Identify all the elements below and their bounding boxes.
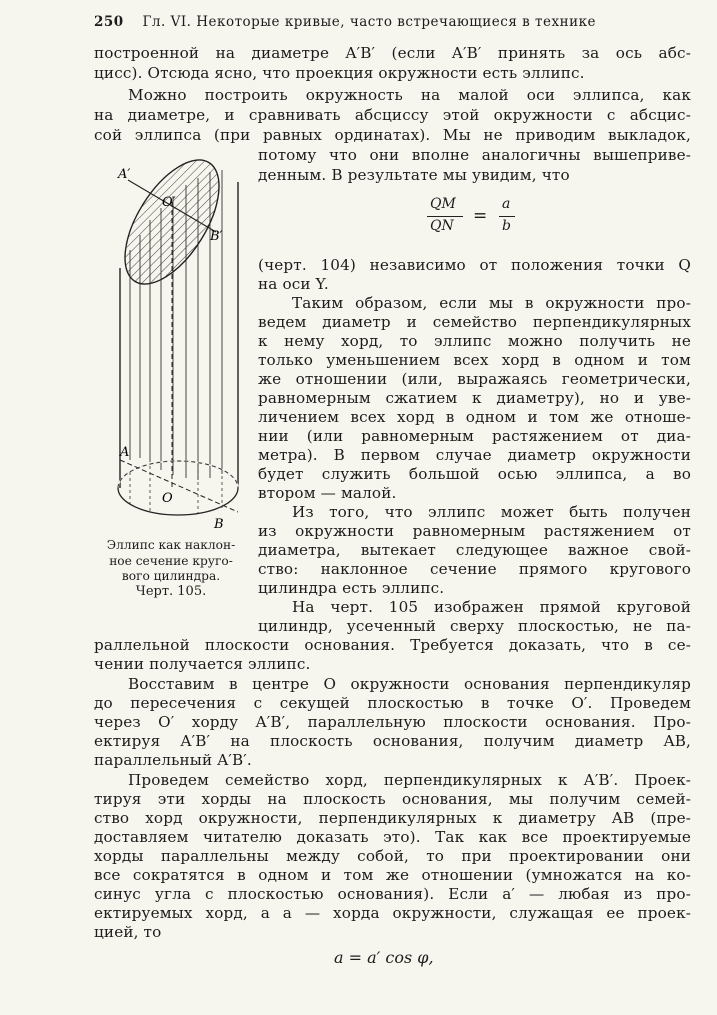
caption-line: вого цилиндра. <box>121 569 221 583</box>
text-line: чении получается эллипс. <box>94 655 311 673</box>
figure-caption <box>96 538 246 585</box>
text-line: втором — малой. <box>258 484 397 502</box>
text-line: тируя эти хорды на плоскость основания, мы получим семей- <box>94 790 691 808</box>
text-line: (черт. 104) независимо от положения точки Q <box>258 256 691 274</box>
text-line: все сократятся в одном и том же отношении (умножатся на ко- <box>94 866 691 884</box>
text-line: из окружности равномерным растяжением от <box>258 522 691 540</box>
text-line: хорды параллельны между собой, то при проектировании они <box>94 847 691 865</box>
running-header <box>94 14 694 30</box>
text-line: до пересечения с секущей плоскостью в точке O′. Проведем <box>94 694 691 712</box>
text-line: сой эллипса (при равных ординатах). Мы не приводим выкладок, <box>94 126 691 144</box>
text-line: нии (или равномерным растяжением от диа- <box>258 427 691 445</box>
text-line: равномерным сжатием к диаметру), но и уве- <box>258 389 691 407</box>
text-line: диаметра, вытекает следующее важное свой- <box>258 541 691 559</box>
text-line: ство: наклонное сечение прямого кругового <box>258 560 691 578</box>
formula-denominator-right: b <box>502 218 511 234</box>
caption-line: Эллипс как наклон- <box>106 538 236 552</box>
running-title: Гл. VI. Некоторые кривые, часто встречающиеся в технике <box>142 14 597 30</box>
label-b-prime: B′ <box>210 229 223 244</box>
text-line: цией, то <box>94 923 162 941</box>
text-line: же отношении (или, выражаясь геометрически, <box>258 370 691 388</box>
text-line: ведем диаметр и семейство перпендикулярных <box>258 313 691 331</box>
text-line: Из того, что эллипс может быть получен <box>292 503 691 521</box>
label-o-prime: O′ <box>162 195 176 210</box>
text-line: Восставим в центре O окружности основания перпендикуляр <box>128 675 691 693</box>
cosine-formula: a = a′ cos φ, <box>334 948 434 967</box>
text-line: ство хорд окружности, перпендикулярных к диаметру AB (пре- <box>94 809 691 827</box>
text-line: на диаметре, и сравнивать абсциссу этой окружности с абсцис- <box>94 106 691 124</box>
text-line: Можно построить окружность на малой оси эллипса, как <box>128 86 691 104</box>
text-line: денным. В результате мы увидим, что <box>258 166 570 184</box>
formula-denominator-left: QN <box>430 218 454 234</box>
text-line: метра). В первом случае диаметр окружности <box>258 446 691 464</box>
formula-numerator-left: QM <box>430 196 456 212</box>
diameter-ab <box>120 460 238 512</box>
text-line: цилиндра есть эллипс. <box>258 579 445 597</box>
text-line: цилиндр, усеченный сверху плоскостью, не па- <box>258 617 691 635</box>
text-line: Таким образом, если мы в окружности про- <box>292 294 691 312</box>
text-line: на оси Y. <box>258 275 329 293</box>
text-line: параллельный A′B′. <box>94 751 252 769</box>
text-line: только уменьшением всех хорд в одном и том <box>258 351 691 369</box>
text-line: доставляем читателю доказать это). Так как все проектируемые <box>94 828 691 846</box>
label-o: O <box>162 491 173 506</box>
text-line: к нему хорд, то эллипс можно получить не <box>258 332 691 350</box>
page-number: 250 <box>94 14 124 30</box>
text-line: ектируя A′B′ на плоскость основания, получим диаметр AB, <box>94 732 691 750</box>
formula-numerator-right: a <box>502 196 511 212</box>
text-line: потому что они вполне аналогичны вышеприве- <box>258 146 691 164</box>
text-line: через O′ хорду A′B′, параллельную плоскости основания. Про- <box>94 713 691 731</box>
text-line: личением всех хорд в одном и том же отноше- <box>258 408 691 426</box>
formula-equals: = <box>473 206 488 226</box>
figure-number: Черт. 105. <box>135 584 207 599</box>
cylinder-figure <box>98 140 248 530</box>
caption-line: ное сечение круго- <box>109 553 233 568</box>
text-line: синус угла с плоскостью основания). Если a′ — любая из про- <box>94 885 691 903</box>
text-line: будет служить большой осью эллипса, а во <box>258 465 691 483</box>
text-line: раллельной плоскости основания. Требуется доказать, что в се- <box>94 636 691 654</box>
text-line: ектируемых хорд, а a — хорда окружности, служащая ее проек- <box>94 904 691 922</box>
ratio-formula <box>425 196 521 240</box>
label-b: B <box>214 517 224 530</box>
text-line: построенной на диаметре A′B′ (если A′B′ принять за ось абс- <box>94 44 691 62</box>
text-line: цисс). Отсюда ясно, что проекция окружности есть эллипс. <box>94 64 585 82</box>
label-a: A <box>120 445 130 460</box>
text-line: Проведем семейство хорд, перпендикулярных к A′B′. Проек- <box>128 771 691 789</box>
text-line: На черт. 105 изображен прямой круговой <box>292 598 691 616</box>
label-a-prime: A′ <box>118 167 131 182</box>
